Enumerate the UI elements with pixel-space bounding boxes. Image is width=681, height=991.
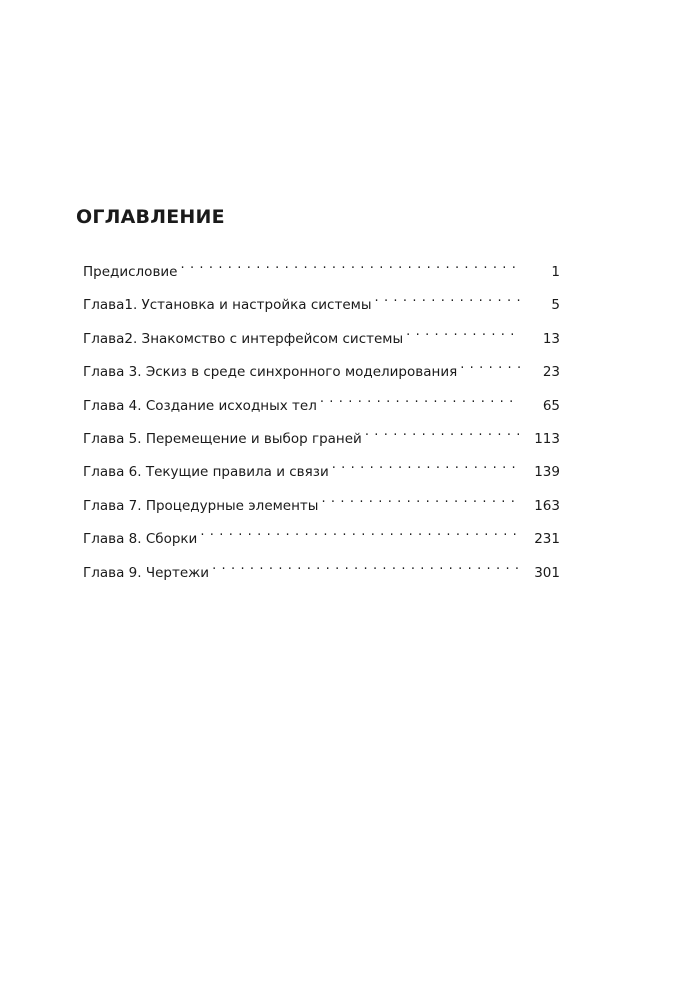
toc-entry-label: Глава 7. Процедурные элементы	[83, 497, 319, 514]
toc-entry	[83, 388, 560, 421]
toc-entry-page: 163	[534, 497, 560, 514]
toc-heading: ОГЛАВЛЕНИЕ	[76, 206, 225, 228]
dot-leader	[321, 488, 520, 510]
toc-entry	[83, 354, 560, 387]
toc-entry	[83, 521, 560, 554]
toc-entry-page: 301	[534, 564, 560, 581]
dot-leader	[212, 555, 520, 577]
toc-entry	[83, 421, 560, 454]
toc-entry-label: Глава 6. Текущие правила и связи	[83, 464, 329, 481]
toc-entry-label: Глава1. Установка и настройка системы	[83, 297, 372, 314]
toc-entry	[83, 287, 560, 320]
toc-entry-page: 13	[542, 330, 560, 347]
toc-entry-label: Глава 5. Перемещение и выбор граней	[83, 430, 362, 447]
dot-leader	[332, 454, 520, 476]
toc-entry	[83, 555, 560, 588]
toc-entry-page: 5	[551, 297, 560, 314]
toc-entry-label: Глава2. Знакомство с интерфейсом системы	[83, 330, 404, 347]
toc-entry	[83, 321, 560, 354]
dot-leader	[200, 521, 520, 543]
toc-entry-page: 23	[542, 364, 560, 381]
dot-leader	[460, 354, 520, 376]
toc-entry-page: 231	[534, 531, 560, 548]
dot-leader	[406, 321, 520, 343]
toc-list	[83, 254, 560, 588]
toc-entry	[83, 254, 560, 287]
toc-entry-label: Глава 4. Создание исходных тел	[83, 397, 317, 414]
toc-entry-label: Предисловие	[83, 264, 178, 280]
dot-leader	[180, 254, 520, 276]
toc-entry-label: Глава 8. Сборки	[83, 531, 198, 548]
toc-entry-page: 113	[534, 430, 560, 447]
dot-leader	[365, 421, 520, 443]
toc-entry-page: 139	[534, 464, 560, 481]
toc-entry	[83, 488, 560, 521]
toc-entry-page: 1	[551, 264, 560, 280]
toc-entry-page: 65	[542, 397, 560, 414]
dot-leader	[320, 388, 520, 410]
toc-entry	[83, 454, 560, 487]
toc-entry-label: Глава 9. Чертежи	[83, 564, 210, 581]
dot-leader	[374, 287, 520, 309]
toc-entry-label: Глава 3. Эскиз в среде синхронного моделирования	[83, 364, 458, 381]
